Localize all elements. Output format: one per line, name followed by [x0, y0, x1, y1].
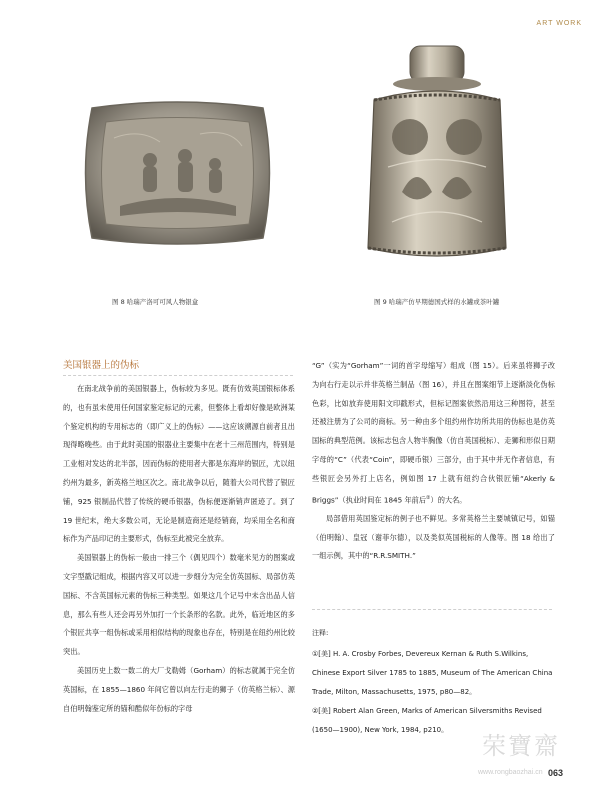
notes-block [312, 624, 557, 740]
note-item: ①[美] H. A. Crosby Forbes, Devereux Kernan & Ruth S.Wilkins, Chinese Export Silver 1785 to 1885, Museum of The American China Trade, Milton, Massachusetts, 1975, p80—82。 [312, 650, 553, 696]
section-label: ART WORK [536, 20, 582, 27]
right-column [312, 357, 555, 566]
figure-8-caption: 图 8 哈瑞产洛可可风人物银盒 [112, 298, 199, 306]
paragraph: 在南北战争前的美国银器上，伪标较为多见。既有仿效英国银标体系的，也有虽未使用任何国家鉴定标记的元素，但整体上看却好像是欧洲某个鉴定机构的专用标志的（即广义上的伪标）——这应该溯源自前者且出现得略晚些。由于此时美国的银器业主要集中在老十三州范围内，特别是工业相对发达的北半部，因而伪标的使用者大都是东海岸的银匠，尤以纽约州为最多，新英格兰地区次之。南北战争以后，随着大公司代替了银匠铺，925 银制品代替了传统的硬币银器，伪标便逐渐销声匿迹了。到了 19 世纪末，绝大多数公司，无论是制造商还是经销商，均采用全名和商标作为产品印记的主要形式，伪标至此被完全放弃。 [63, 384, 295, 544]
notes-title: 注释: [312, 629, 329, 637]
section-heading: 美国银器上的伪标 [63, 360, 140, 371]
notes-divider [312, 609, 552, 610]
watermark-url: www.rongbaozhai.cn [478, 769, 543, 776]
figure-tea-caddy [352, 42, 522, 268]
page-number: 063 [548, 768, 564, 778]
figure-silver-box [80, 98, 275, 248]
footnote-ref: ② [426, 494, 431, 501]
paragraph: 美国历史上数一数二的大厂戈勒姆（Gorham）的标志就属于完全仿英国标，在 1855—1860 年间它曾以向左行走的狮子（仿英格兰标）、源自伯明翰鉴定所的锚和酷似年份标的字母 [63, 665, 295, 713]
figure-9-caption: 图 9 哈瑞产仿早期德国式样的水罐或茶叶罐 [374, 298, 500, 306]
note-item: ②[美] Robert Alan Green, Marks of American Silversmiths Revised (1650—1900), New York, 1984, p210。 [312, 707, 542, 734]
paragraph: 美国银器上的伪标一般由一排三个（偶见四个）数毫米见方的图案或文字型戳记组成，根据内容又可以进一步细分为完全仿英国标、局部仿英国标、不含英国标元素的伪标三种类型。如果这几个记号中未含出品人信息，那么有些人还会再另外加打一个长条形的名款。此外，临近地区的多个银匠共享一组伪标或采用相似结构的现象也存在，特别是在纽约州比较突出。 [63, 553, 295, 657]
left-column [63, 380, 295, 718]
paragraph: “G”（实为“Gorham”一词的首字母缩写）组成（图 15）。后来虽将狮子改为向右行走以示并非英格兰制品（图 16），并且在图案细节上逐渐淡化伪标色彩，比如放弃使用阳文印戳形式，但标记图案依然沿用这三种图符，甚至还被注册为了公司的商标。另一种由多个纽约州作坊所共用的伪标也是仿英国标的典型范例。该标志包含人物半胸像（仿自英国税标）、走狮和形似日期字母的“C”（代表“Coin”，即硬币银）三部分，由于其中并无作者信息，有些银匠会另外打上店名，例如图 17 上就有纽约合伙银匠铺“Akerly & Briggs”（执业时间在 1845 年前后②）的大名。 [312, 361, 555, 504]
watermark-logo: 荣寶齋 [482, 732, 560, 760]
tea-caddy-icon [352, 42, 522, 268]
silver-box-icon [80, 98, 275, 248]
paragraph: 局部借用英国鉴定标的例子也不鲜见。多常英格兰主要城镇记号，如锚（伯明翰）、皇冠（谢菲尔德），以及类似英国税标的人像等。图 18 给出了一组示例，其中的“R.R.SMITH.” [312, 513, 555, 561]
heading-divider [63, 375, 293, 376]
